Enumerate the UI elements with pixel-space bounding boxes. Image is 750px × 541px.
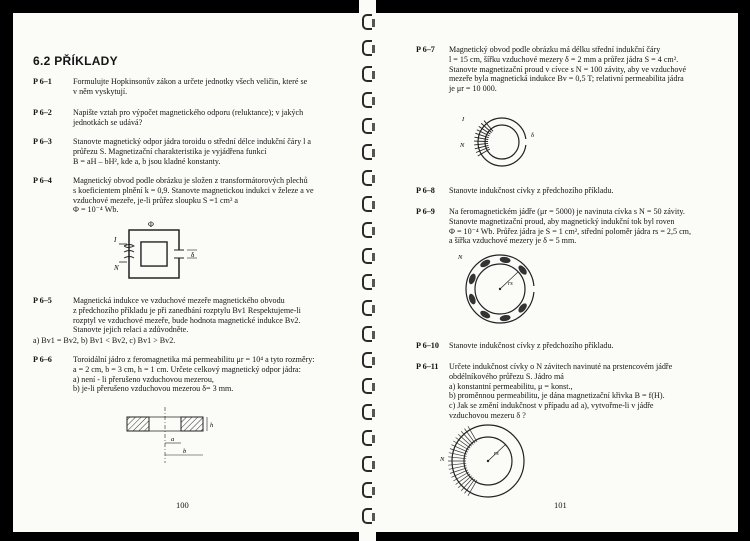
problem-label-6-6: P 6–6 — [33, 355, 52, 364]
problem-label-6-4: P 6–4 — [33, 176, 52, 185]
problem-label-6-5: P 6–5 — [33, 296, 52, 305]
page-number-right: 101 — [554, 500, 567, 510]
fig4-n-label: N — [114, 264, 119, 272]
fig11-r-label: rs — [494, 451, 499, 457]
coil-winding — [517, 302, 529, 314]
figure-rectangular-section-toroid — [432, 421, 532, 503]
problem-text-6-10: Stanovte indukčnost cívky z předchozího příkladu. — [449, 341, 614, 350]
problem-text-6-6: Toroidální jádro z feromagnetika má permeabilitu μr = 10⁴ a tyto rozměry: a = 2 cm, b = 3 cm, h = 1 cm. Určete celkový magnetický odpor jádra: a) není - li přerušeno vzduchovou mezerou, b) je-li přerušeno vzduchovou mezerou δ= 3 mm. — [73, 355, 315, 394]
binding-ring — [362, 404, 372, 420]
binding-ring — [362, 144, 372, 160]
problem-text-6-1: Formulujte Hopkinsonův zákon a určete jednotky všech veličin, které se v něm vyskytují. — [73, 77, 308, 96]
problem-6-5-options: a) Bv1 = Bv2, b) Bv1 < Bv2, c) Bv1 > Bv2. — [33, 336, 176, 345]
left-page — [13, 13, 359, 532]
binding-ring — [362, 196, 372, 212]
coil-winding — [479, 309, 492, 320]
problem-label-6-8: P 6–8 — [416, 186, 435, 195]
coil-winding — [474, 143, 488, 144]
fig11-n-label: N — [440, 456, 445, 463]
binding-ring — [362, 430, 372, 446]
binding-ring — [362, 508, 372, 524]
fig7-delta-label: δ — [531, 132, 535, 139]
section-title: 6.2 PŘÍKLADY — [33, 54, 118, 68]
binding-ring — [362, 300, 372, 316]
fig4-phi-label: Φ — [148, 220, 154, 229]
fig9-r-label: rs — [508, 281, 513, 287]
binding-ring — [362, 456, 372, 472]
binding-ring — [362, 248, 372, 264]
problem-text-6-8: Stanovte indukčnost cívky z předchozího příkladu. — [449, 186, 614, 195]
problem-text-6-3: Stanovte magnetický odpor jádra toroidu o střední délce indukční čáry l a průřezu S. Magnetizační charakteristika je vyjádřena funkcí B = aH – bH², kde a, b jsou kladné konstanty. — [73, 137, 312, 166]
problem-label-6-9: P 6–9 — [416, 207, 435, 216]
binding-ring — [362, 222, 372, 238]
fig6-b-label: b — [183, 448, 187, 455]
fig6-h-label: h — [210, 422, 214, 429]
fig4-delta-label: δ — [191, 251, 195, 259]
fig7-n-label: N — [460, 142, 465, 149]
binding-ring — [362, 352, 372, 368]
binding-ring — [362, 40, 372, 56]
coil-winding — [517, 264, 529, 276]
binding-ring — [362, 274, 372, 290]
binding-ring — [362, 170, 372, 186]
fig4-i-label: I — [114, 236, 117, 244]
binding-ring — [362, 118, 372, 134]
problem-text-6-11: Určete indukčnost cívky o N závitech navinuté na prstencovém jádře obdélníkového průřezu S. Jádro má a) konstantní permeabilitu, μ = konst., b) proměnnou permeabilitu, je dána magnetizační křivka B = f(H). c) Jak se změní indukčnost v případu ad a), vytvořme-li v jádře vzduchovou mezeru δ ? — [449, 362, 673, 420]
problem-text-6-4: Magnetický obvod podle obrázku je složen z transformátorových plechů s koeficientem plnění k = 0,9. Stanovte magnetickou indukci v železe a ve vzduchové mezeře, je-li průřez sloupku S =1 cm² a Φ = 10⁻⁴ Wb. — [73, 176, 314, 215]
problem-text-6-2: Napište vztah pro výpočet magnetického odporu (reluktance); v jakých jednotkách se udává? — [73, 108, 304, 127]
figure-ring-core-radius — [454, 247, 544, 331]
problem-label-6-2: P 6–2 — [33, 108, 52, 117]
coil-winding — [479, 258, 492, 269]
problem-text-6-5: Magnetická indukce ve vzduchové mezeře magnetického obvodu z předchozího příkladu je při zanedbání rozptylu Bv1 Respektujeme-li rozptyl ve vzduchové mezeře, bude hodnota magnetické indukce Bv2. Stanovte jejich relaci a zdůvodněte. — [73, 296, 301, 335]
coil-winding — [448, 457, 466, 459]
problem-label-6-1: P 6–1 — [33, 77, 52, 86]
coil-winding — [499, 314, 511, 322]
binding-ring — [362, 92, 372, 108]
right-page — [376, 13, 738, 532]
fig9-n-label: N — [458, 254, 463, 261]
problem-text-6-7: Magnetický obvod podle obrázku má délku střední indukční čáry l = 15 cm, šířku vzduchové mezery δ = 2 mm a průřez jádra S = 4 cm². Stanovte magnetizační proud v cívce s N = 100 závity, aby ve vzduchové mezeře byla magnetická indukce Bv = 0,5 T; relativní permeabilita jádra je μr = 10 000. — [449, 45, 687, 94]
coil-winding — [448, 463, 466, 465]
problem-text-6-9: Na feromagnetickém jádře (μr = 5000) je navinuta cívka s N = 50 závity. Stanovte magnetizační proud, aby magnetický indukční tok byl roven Φ = 10⁻⁴ Wb. Průřez jádra je S = 1 cm², střední poloměr jádra rs = 2,5 cm, a šířka vzduchové mezery je δ = 5 mm. — [449, 207, 691, 246]
coil-winding — [499, 256, 511, 264]
figure-toroid-cross-section — [121, 403, 231, 465]
binding-ring — [362, 326, 372, 342]
fig6-a-label: a — [171, 436, 175, 443]
page-number-left: 100 — [176, 500, 189, 510]
problem-label-6-7: P 6–7 — [416, 45, 435, 54]
binding-ring — [362, 14, 372, 30]
binding-ring — [362, 66, 372, 82]
binding-ring — [362, 378, 372, 394]
problem-label-6-11: P 6–11 — [416, 362, 439, 371]
figure-magnetic-circuit — [113, 220, 203, 288]
figure-ring-core-with-gap — [458, 111, 538, 173]
fig7-i-label: I — [462, 116, 465, 123]
problem-label-6-3: P 6–3 — [33, 137, 52, 146]
problem-label-6-10: P 6–10 — [416, 341, 439, 350]
binding-ring — [362, 482, 372, 498]
